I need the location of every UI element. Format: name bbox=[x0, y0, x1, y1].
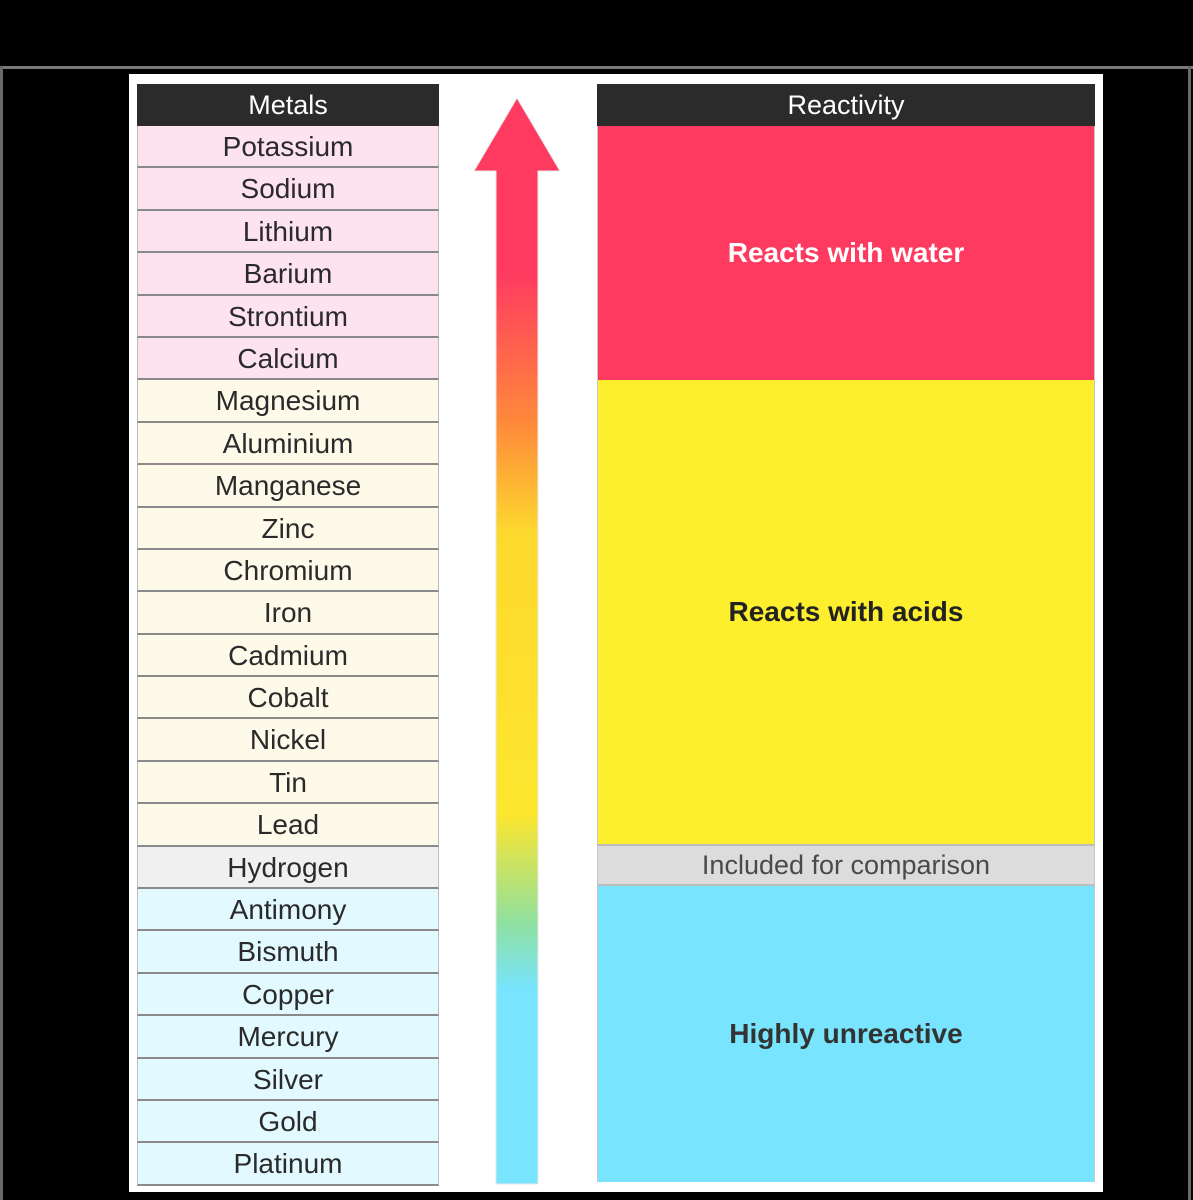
metal-row-bismuth: Bismuth bbox=[137, 931, 439, 973]
metal-row-barium: Barium bbox=[137, 253, 439, 295]
up-arrow-icon bbox=[472, 96, 562, 1186]
metal-row-cadmium: Cadmium bbox=[137, 635, 439, 677]
metal-row-iron: Iron bbox=[137, 592, 439, 634]
reacts-with-water-label: Reacts with water bbox=[727, 237, 965, 268]
metal-row-platinum: Platinum bbox=[137, 1143, 439, 1185]
metal-row-calcium: Calcium bbox=[137, 338, 439, 380]
metals-header: Metals bbox=[137, 84, 439, 126]
frame-left-border bbox=[0, 66, 3, 1200]
metals-list bbox=[137, 126, 439, 1186]
reacts-with-acids-label: Reacts with acids bbox=[728, 596, 964, 627]
metal-row-silver: Silver bbox=[137, 1059, 439, 1101]
metal-row-lead: Lead bbox=[137, 804, 439, 846]
metal-row-gold: Gold bbox=[137, 1101, 439, 1143]
frame-top-border bbox=[0, 66, 1193, 69]
metal-row-nickel: Nickel bbox=[137, 719, 439, 761]
metal-row-antimony: Antimony bbox=[137, 889, 439, 931]
metal-row-manganese: Manganese bbox=[137, 465, 439, 507]
metal-row-mercury: Mercury bbox=[137, 1016, 439, 1058]
included-for-comparison-label: Included for comparison bbox=[701, 849, 991, 880]
metal-row-tin: Tin bbox=[137, 762, 439, 804]
highly-unreactive-block bbox=[597, 886, 1095, 1182]
metals-column bbox=[137, 84, 439, 1186]
metal-row-sodium: Sodium bbox=[137, 168, 439, 210]
metal-row-zinc: Zinc bbox=[137, 508, 439, 550]
reactivity-column bbox=[597, 84, 1095, 1182]
metal-row-strontium: Strontium bbox=[137, 296, 439, 338]
top-black-band bbox=[0, 0, 1193, 66]
metal-row-magnesium: Magnesium bbox=[137, 380, 439, 422]
reacts-with-water-block bbox=[597, 126, 1095, 380]
metal-row-cobalt: Cobalt bbox=[137, 677, 439, 719]
metal-row-potassium: Potassium bbox=[137, 126, 439, 168]
reactivity-series-diagram bbox=[129, 74, 1103, 1192]
frame-right-border bbox=[1188, 66, 1191, 1200]
highly-unreactive-label: Highly unreactive bbox=[729, 1018, 963, 1049]
reactivity-header: Reactivity bbox=[597, 84, 1095, 126]
metal-row-chromium: Chromium bbox=[137, 550, 439, 592]
metal-row-copper: Copper bbox=[137, 974, 439, 1016]
metal-row-hydrogen: Hydrogen bbox=[137, 847, 439, 889]
metal-row-lithium: Lithium bbox=[137, 211, 439, 253]
metal-row-aluminium: Aluminium bbox=[137, 423, 439, 465]
reacts-with-acids-block bbox=[597, 380, 1095, 844]
included-for-comparison-block bbox=[597, 844, 1095, 886]
